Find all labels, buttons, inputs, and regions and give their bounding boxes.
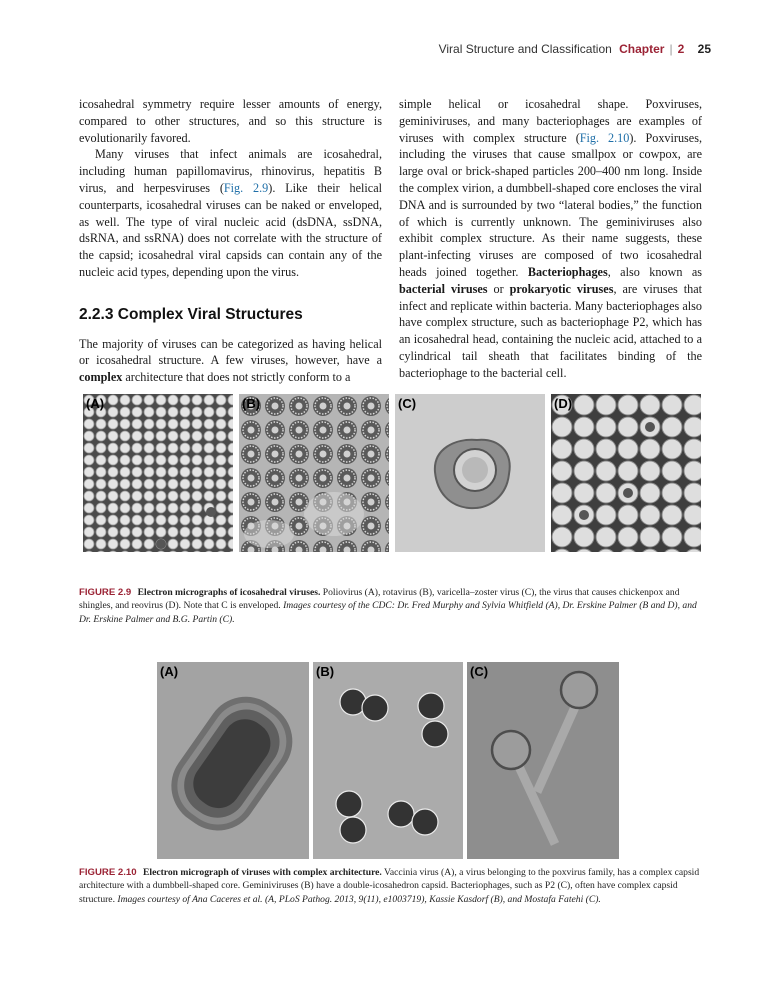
- section-number: 2.2.3: [79, 305, 114, 323]
- bold-term: Bacteriophages: [527, 264, 608, 279]
- header-divider: |: [669, 42, 673, 56]
- paragraph-text: The majority of viruses can be categorized as having helical or icosahedral structure. A few viruses, however, have a: [79, 336, 382, 368]
- paragraph-text: simple helical or icosahedral shape. Poxviruses, geminiviruses, and many bacteriophages are examples of viruses with complex structure (: [399, 97, 702, 145]
- paragraph-text: , are viruses that infect and replicate within bacteria. Many bacteriophages also have complex structure, such as bacteriophage P2, which has an icosahedral head, containing the nucleic acid, attached to a cylindrical tail sheath that facilitates binding of the bacteriophage to the bacterial cell.: [399, 281, 702, 380]
- figure-2-9-caption: [79, 586, 703, 626]
- paragraph-complex-structures: [399, 96, 702, 382]
- bold-term: prokaryotic viruses: [509, 281, 614, 296]
- running-header-title: Viral Structure and Classification: [438, 42, 612, 56]
- micrograph-image: [239, 394, 389, 552]
- paragraph-text: ). Like their helical counterparts, icosahedral viruses can be naked or enveloped, as well. The type of viral nucleic acid (dsDNA, ssDNA, dsRNA, and ssRNA) does not correlate with the structure of the capsid; icosahedral viral capsids can contain any of the nucleic acid types, depending upon the virus.: [79, 180, 382, 279]
- paragraph-text: architecture that does not strictly conform to a: [122, 370, 351, 385]
- micrograph-image: [83, 394, 233, 552]
- chapter-number: 2: [677, 42, 685, 56]
- micrograph-image: [157, 662, 309, 859]
- micrograph-reovirus: [551, 394, 701, 552]
- figure-2-10-caption: [79, 866, 703, 906]
- panel-label-b: (B): [316, 664, 335, 679]
- section-heading: [79, 307, 382, 324]
- panel-label-a: (A): [160, 664, 179, 679]
- bold-term: bacterial viruses: [399, 281, 488, 296]
- figure-2-9-link[interactable]: Fig. 2.9: [223, 180, 269, 195]
- panel-label-d: (D): [554, 396, 573, 411]
- bold-term: complex: [79, 370, 123, 385]
- micrograph-rotavirus: [239, 394, 389, 552]
- section-title: Complex Viral Structures: [117, 305, 303, 323]
- micrograph-vaccinia: [157, 662, 309, 859]
- paragraph-text: or: [487, 281, 510, 296]
- right-column: [399, 96, 702, 382]
- paragraph-text: ). Poxviruses, including the viruses that cause smallpox or cowpox, are large oval or brick-shaped particles 200–400 nm long. Inside the complex virion, a dumbbell-shaped core encloses the viral DNA and is surrounded by two “lateral bodies,” the function of which is currently unknown. The geminiviruses also exhibit complex structure. As their name suggests, these plant-infecting viruses are composed of two icosahedral heads joined together.: [399, 130, 702, 279]
- micrograph-varicella-zoster: [395, 394, 545, 552]
- figure-2-10-link[interactable]: Fig. 2.10: [579, 130, 630, 145]
- panel-label-c: (C): [470, 664, 489, 679]
- caption-title: Electron micrograph of viruses with complex architecture.: [143, 867, 382, 878]
- left-column: [79, 96, 382, 386]
- micrograph-image: [395, 394, 545, 552]
- running-header: [439, 42, 711, 56]
- caption-credit: Images courtesy of Ana Caceres et al. (A, PLoS Pathog. 2013, 9(11), e1003719), Kassie Kasdorf (B), and Mostafa Fatehi (C).: [117, 893, 601, 905]
- paragraph-continued: icosahedral symmetry require lesser amounts of energy, compared to other structures, and so this structure is evolutionarily favored.: [79, 97, 382, 145]
- paragraph-text: Many viruses that infect animals are icosahedral, including human papillomavirus, rhinovirus, hepatitis B virus, and herpesviruses (: [79, 147, 382, 195]
- micrograph-poliovirus: [83, 394, 233, 552]
- figure-2-9: [83, 394, 701, 552]
- caption-body: Poliovirus (A), rotavirus (B), varicella–zoster virus (C), the virus that causes chickenpox and shingles, and reovirus (D). Note that C is enveloped.: [79, 587, 680, 612]
- figure-2-10: [157, 662, 619, 859]
- figure-number: FIGURE 2.9: [79, 587, 132, 598]
- paragraph-text: , also known as: [607, 264, 702, 279]
- paragraph-icosahedral-viruses: [79, 146, 382, 280]
- panel-label-c: (C): [398, 396, 417, 411]
- panel-label-b: (B): [242, 396, 261, 411]
- micrograph-image: [551, 394, 701, 552]
- caption-title: Electron micrographs of icosahedral viruses.: [137, 587, 321, 598]
- micrograph-bacteriophage-p2: [467, 662, 619, 859]
- micrograph-image: [467, 662, 619, 859]
- micrograph-image: [313, 662, 463, 859]
- panel-label-a: (A): [86, 396, 105, 411]
- caption-credit: Images courtesy of the CDC: Dr. Fred Murphy and Sylvia Whitfield (A), Dr. Erskine Palmer (B and D), and Dr. Erskine Palmer and B.G. Partin (C).: [79, 600, 697, 625]
- page-number: 25: [697, 42, 711, 56]
- micrograph-geminivirus: [313, 662, 463, 859]
- chapter-label: Chapter: [619, 42, 665, 56]
- figure-number: FIGURE 2.10: [79, 867, 137, 878]
- caption-body: Vaccinia virus (A), a virus belonging to the poxvirus family, has a complex capsid architecture with a dumbbell-shaped core. Geminiviruses (B) have a double-icosahedron capsid. Bacteriophages, such as P2 (C), often have complex capsid structure.: [79, 867, 700, 905]
- paragraph-complex-intro: [79, 336, 382, 386]
